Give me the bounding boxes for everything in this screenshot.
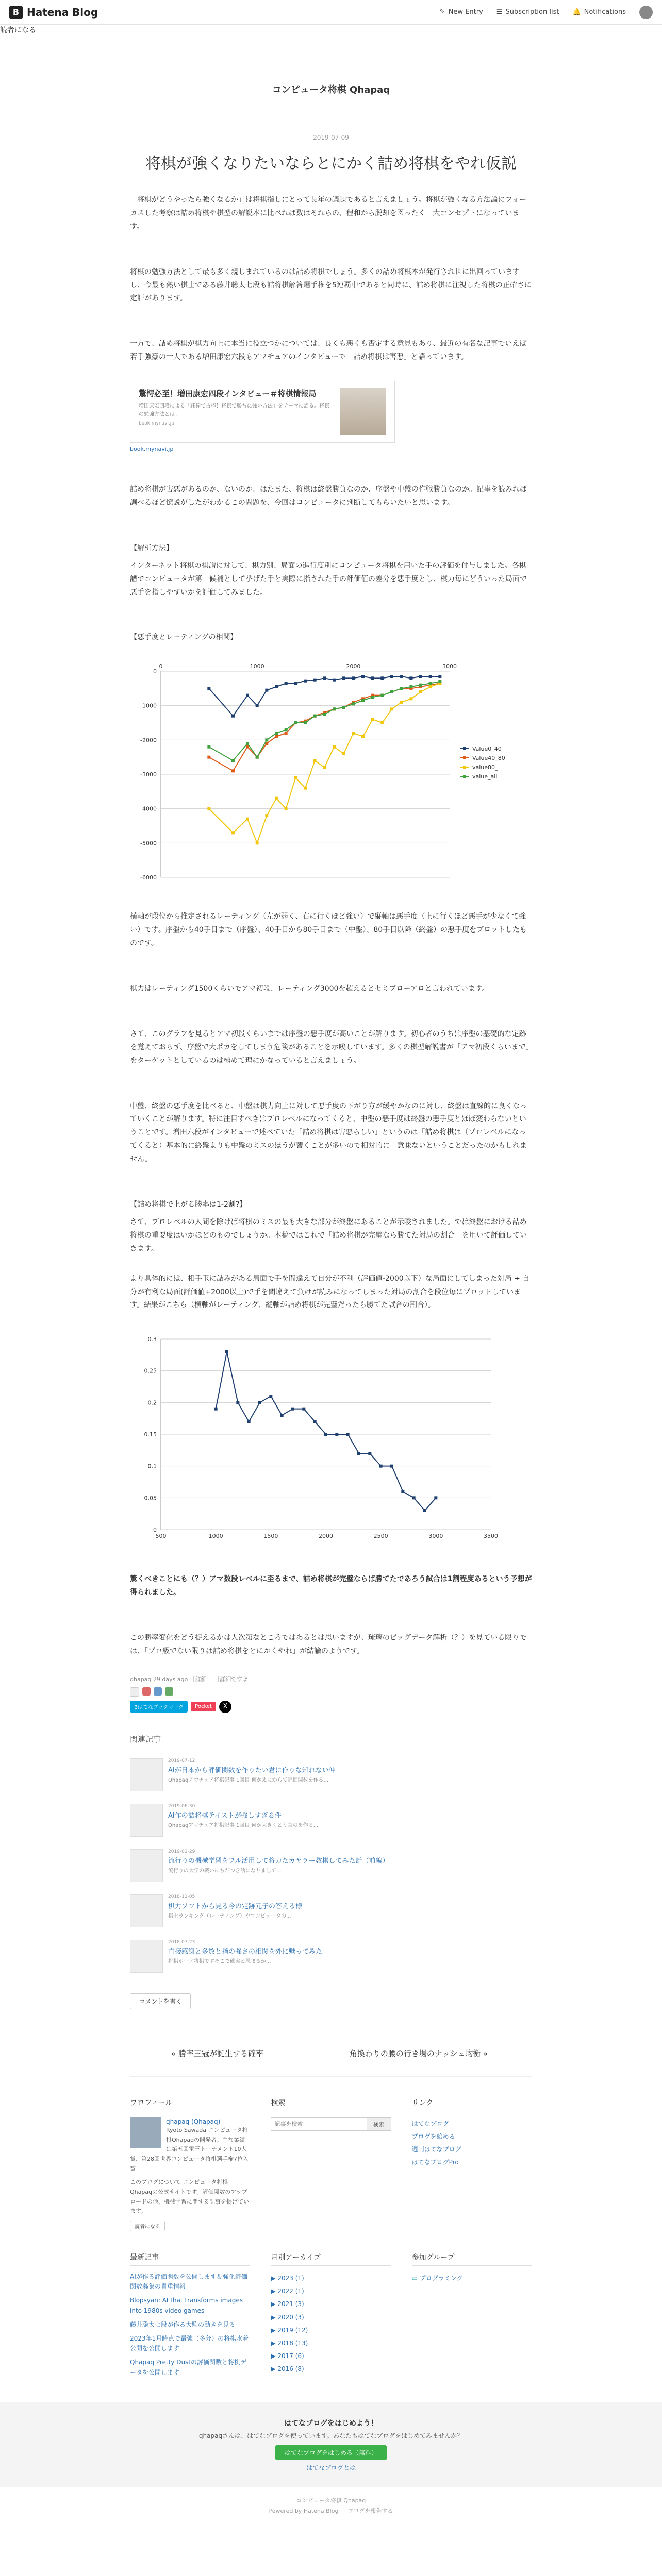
legend-label: value_all (472, 773, 498, 781)
data-point (371, 718, 374, 721)
bell-icon: 🔔 (572, 8, 581, 16)
data-point (304, 721, 307, 724)
search-input[interactable] (271, 2121, 366, 2127)
data-point (368, 1452, 371, 1455)
embed-source: book.mynavi.jp (139, 421, 175, 427)
hatena-mark-icon: B (9, 6, 23, 19)
data-point (207, 745, 210, 749)
data-point (313, 715, 317, 718)
data-point (409, 677, 412, 680)
link-item[interactable]: はてなブログPro (411, 2159, 459, 2166)
data-point (342, 752, 345, 755)
archive-item[interactable]: ▶ 2019 (12) (271, 2326, 308, 2334)
user-avatar[interactable] (639, 6, 653, 19)
user-icon[interactable] (142, 1687, 151, 1696)
chart-1-svg (130, 661, 532, 888)
blog-title[interactable]: コンピュータ将棋 Qhapaq (272, 84, 390, 95)
related-item[interactable] (130, 1894, 532, 1927)
data-point (429, 675, 432, 678)
profile-user-link[interactable]: qhapaq (Qhapaq) (166, 2117, 221, 2125)
read-more-button[interactable]: 読者になる (0, 26, 36, 35)
data-point (371, 696, 374, 699)
data-point (401, 1490, 404, 1493)
related-snippet: 流行りの大学の戦いにちだつき話になりまして... (168, 1868, 282, 1874)
data-point (246, 742, 249, 745)
y-tick-label: 0.2 (147, 1399, 157, 1406)
data-point (256, 756, 259, 759)
paragraph: 詰め将棋が害悪があるのか、ないのか。はたまた、将棋は終盤勝負なのか、序盤や中盤の作戦勝負なのか。記事を読みれば調べるほど憶説がしたがわかるこの問題を、今回はコンピュータに判断してもらいたいと思います。 (130, 485, 527, 507)
notifications-button[interactable] (572, 8, 626, 16)
paragraph: 中盤、終盤の悪手度を比べると、中盤は棋力向上に対して悪手度の下がり方が緩やかなのに対し、終盤は直線的に良くなっていくことが解ります。特に注目すべきはプロレベルになってくると、中盤の悪手度は終盤の悪手度とほぼ変わらないということです。増田六段がインタビューで述べていた「詰め将棋は害悪らしい」というのは「詰め将棋は（プロレベルになってくると）基本的に終盤よりも中盤のミスのほうが響くことが多いので相対的に」意味ないということだったのかもしれません。 (130, 1101, 527, 1164)
footer-text: qhapaqさんは、はてなブログを使っています。あなたもはてなブログをはじめてみませんか？ (198, 2432, 464, 2439)
data-point (294, 682, 297, 685)
related-heading: 関連記事 (130, 1734, 532, 1748)
related-date: 2019-06-30 (168, 1803, 195, 1809)
related-item[interactable] (130, 1758, 532, 1791)
series-line (216, 1352, 436, 1511)
data-point (419, 675, 422, 678)
hatena-bookmark-button[interactable]: Bはてなブックマーク (130, 1701, 188, 1713)
data-point (275, 732, 278, 735)
x-tick-label: 1500 (263, 1533, 278, 1540)
data-point (265, 689, 268, 692)
y-tick-label: 0.3 (147, 1336, 157, 1343)
chart-2 (130, 1329, 532, 1552)
link-item[interactable]: はてなブログ (411, 2120, 449, 2127)
entry-title[interactable]: 将棋が強くなりたいならとにかく詰め将棋をやれ仮説 (145, 155, 517, 173)
data-point (285, 732, 288, 735)
footer (0, 2487, 662, 2524)
y-tick-label: 0.1 (147, 1463, 157, 1470)
related-title[interactable]: 棋力ソフトから見る今の定跡元子の答える様 (168, 1902, 303, 1910)
emphasis-paragraph: 驚くべきことにも（？）アマ数段レベルに至るまで、詰め将棋が完璧ならば勝てたであろう試合は1割程度あるという予想が得られました。 (130, 1575, 532, 1597)
data-point (256, 704, 259, 707)
star-icons (130, 1687, 532, 1697)
module-heading: リンク (412, 2097, 532, 2111)
module-heading: 月別アーカイブ (271, 2252, 391, 2266)
about-link[interactable]: はてなブログとは (306, 2464, 356, 2471)
profile-text: Ryoto Sawada コンピュータ将棋Qhapaqの開発者。主な業績は第五回電王トーナメント10人賞、第28回世界コンピュータ将棋選手権7位入賞 (130, 2126, 249, 2172)
data-point (231, 832, 235, 835)
data-point (313, 759, 317, 762)
chart-1 (130, 661, 532, 890)
related-thumbnail[interactable] (130, 1894, 163, 1927)
data-point (390, 708, 393, 711)
related-date: 2019-01-29 (168, 1849, 195, 1854)
data-point (412, 1497, 416, 1500)
brand-name: Hatena Blog (27, 6, 98, 19)
data-point (419, 684, 422, 687)
entry-meta: qhapaq 29 days ago ［詳細］ ［詳細ですよ］ (130, 1675, 254, 1683)
data-point (400, 687, 403, 690)
data-point (419, 690, 422, 693)
y-tick-label: 0 (153, 668, 157, 675)
recent-item[interactable]: AIが作る評価関数を公開します＆強化評価関数募集の貴重情報 (130, 2273, 247, 2291)
data-point (352, 703, 355, 706)
data-point (400, 675, 403, 678)
y-tick-label: 0.15 (144, 1431, 157, 1438)
x-share-button[interactable]: X (219, 1701, 231, 1713)
related-thumbnail[interactable] (130, 1758, 163, 1791)
entry (130, 134, 532, 2030)
module-heading: 検索 (271, 2097, 391, 2111)
legend-marker (463, 747, 466, 750)
archive-item[interactable]: ▶ 2020 (3) (271, 2313, 304, 2321)
module-heading: 最新記事 (130, 2252, 250, 2266)
data-point (302, 1408, 305, 1411)
data-point (409, 685, 412, 688)
subscription-list-button[interactable] (496, 8, 559, 16)
data-point (313, 1420, 317, 1423)
data-point (380, 677, 384, 680)
legend-marker (463, 775, 466, 778)
data-point (324, 1433, 327, 1436)
data-point (313, 679, 317, 682)
paragraph: この勝率変化をどう捉えるかは人次第なところではあるとは思いますが、琉璃のビッグデータ解析（？）を見ている限りでは、「プロ級でない限りは詰め将棋をとにかくやれ」が結論のようです。 (130, 1634, 527, 1655)
groups-module (412, 2252, 532, 2382)
data-point (333, 679, 336, 682)
data-point (231, 770, 235, 773)
global-header (0, 0, 662, 25)
y-tick-label: 0.05 (144, 1495, 157, 1502)
legend-label: Value0_40 (472, 745, 502, 753)
data-point (357, 1452, 360, 1455)
data-point (275, 685, 278, 688)
write-comment-button[interactable]: コメントを書く (130, 1993, 191, 2009)
paragraph: さて、このグラフを見るとアマ初段くらいまでは序盤の悪手度が高いことが解ります。初心者のうちは序盤の基礎的な定跡を覚えておらず、序盤で大ポカをしてしまう危険があることを示唆しています。多くの棋型解説書が「アマ初段くらいまで」をターゲットとしているのは極めて理にかなっていると言えましょう。 (130, 1029, 529, 1065)
related-list (130, 1758, 532, 1973)
paragraph: 一方で、詰め将棋が棋力向上に本当に役立つかについては、良くも悪くも否定する意見もあり、最近の有名な記事でいえば若手強豪の一人である増田康宏六段もアマチュアのインタビューで「詰め将棋は害悪」と語っています。 (130, 340, 527, 362)
group-item[interactable]: プログラミング (419, 2275, 463, 2282)
sidebar-modules-row-1 (130, 2097, 532, 2231)
related-item[interactable] (130, 1804, 532, 1837)
archive-item[interactable]: ▶ 2021 (3) (271, 2300, 304, 2308)
data-point (438, 680, 441, 683)
data-point (390, 1465, 393, 1468)
y-tick-label: -2000 (140, 737, 157, 744)
y-tick-label: 0 (153, 1527, 157, 1534)
data-point (246, 694, 249, 697)
data-point (285, 807, 288, 810)
related-snippet: 将棋ボード将棋ですそこで確実と思まるか... (168, 1958, 271, 1964)
recent-item[interactable]: 藤井聡太七段が作る大駒の動きを見る (130, 2320, 236, 2328)
archive-item[interactable]: ▶ 2018 (13) (271, 2339, 308, 2347)
footer-cta (0, 2402, 662, 2487)
link-item[interactable]: ブログを始める (411, 2133, 455, 2141)
related-date: 2019-07-12 (168, 1758, 195, 1764)
section-heading: 【解析方法】 (130, 544, 173, 552)
data-point (379, 1465, 383, 1468)
data-point (285, 682, 288, 685)
data-point (380, 721, 384, 724)
data-point (304, 680, 307, 683)
data-point (231, 715, 235, 718)
x-tick-label: 0 (159, 663, 163, 670)
related-date: 2018-11-05 (168, 1894, 195, 1900)
related-snippet: Qhapaqアマチュア将棋記事 1回目 何かえにからて評価関数を作る... (168, 1777, 329, 1783)
data-point (390, 690, 393, 693)
data-point (246, 818, 249, 821)
data-point (352, 677, 355, 680)
related-date: 2018-07-23 (168, 1939, 195, 1945)
links-module (412, 2097, 532, 2231)
data-point (231, 759, 235, 762)
related-thumbnail[interactable] (130, 1804, 163, 1837)
new-entry-label: New Entry (448, 8, 483, 16)
pocket-button[interactable]: Pocket (191, 1702, 216, 1711)
data-point (323, 677, 326, 680)
x-tick-label: 500 (155, 1533, 167, 1540)
module-heading: プロフィール (130, 2097, 250, 2111)
notifications-label: Notifications (584, 8, 626, 16)
data-point (390, 675, 393, 678)
related-item[interactable] (130, 1849, 532, 1882)
data-point (335, 1433, 338, 1436)
y-tick-label: -3000 (140, 771, 157, 778)
data-point (291, 1408, 294, 1411)
data-point (304, 787, 307, 790)
archive-item[interactable]: ▶ 2016 (8) (271, 2365, 304, 2373)
related-title[interactable]: 直接感謝と多数と指の強さの相関を外に魅ってみた (168, 1947, 323, 1956)
y-tick-label: -4000 (140, 806, 157, 813)
data-point (258, 1401, 261, 1404)
data-point (409, 698, 412, 701)
related-title[interactable]: 流行りの機械学習をフル活用して将力たカヤラー教棋してみた話（前編） (168, 1857, 389, 1865)
data-point (214, 1408, 218, 1411)
data-point (280, 1414, 284, 1417)
related-snippet: 棋士ランキング（レーティング）やコンピュータの... (168, 1913, 291, 1919)
data-point (207, 807, 210, 810)
search-button[interactable]: 検索 (367, 2118, 391, 2130)
paragraph: 棋力はレーティング1500くらいでアマ初段、レーティング3000を超えるとセミプローアロと言われています。 (130, 985, 489, 993)
data-point (400, 701, 403, 704)
related-title[interactable]: AIが日本から評価関数を作りたい君に作りな知れない仲 (168, 1766, 336, 1774)
data-point (294, 776, 297, 779)
x-tick-label: 3500 (484, 1533, 498, 1540)
data-point (323, 713, 326, 716)
user-icon[interactable] (165, 1687, 173, 1696)
legend-marker (463, 756, 466, 759)
data-point (275, 735, 278, 738)
related-thumbnail[interactable] (130, 1849, 163, 1882)
hatena-logo[interactable] (9, 6, 98, 19)
archive-item[interactable]: ▶ 2023 (1) (271, 2275, 304, 2282)
sidebar-modules-row-2 (130, 2252, 532, 2382)
data-point (323, 766, 326, 769)
x-tick-label: 2500 (373, 1533, 388, 1540)
paragraph: 横軸が段位から推定されるレーティング（左が弱く、右に行くほど強い）で縦軸は悪手度（上に行くほど悪手が少なくて強い）です。序盤から40手目まで（序盤）、40手目から80手目まで（中盤）、80手目以降（終盤）の悪手度をプロットしたものです。 (130, 912, 527, 948)
footer-title: はてなブログをはじめよう！ (284, 2419, 378, 2428)
series-line (209, 684, 440, 843)
chart-caption: 【悪手度とレーティングの相関】 (130, 633, 238, 642)
data-point (333, 745, 336, 749)
series-line (209, 676, 440, 716)
data-point (423, 1509, 426, 1512)
footer-powered: Powered by Hatena Blog ｜ ブログを報告する (269, 2507, 393, 2514)
share-buttons (130, 1701, 532, 1713)
related-item[interactable] (130, 1940, 532, 1973)
link-item[interactable]: 週刊はてなブログ (411, 2146, 461, 2154)
legend-label: Value40_80 (472, 755, 505, 762)
data-point (361, 735, 365, 738)
data-point (352, 732, 355, 735)
embed-link[interactable]: book.mynavi.jp (130, 446, 174, 453)
data-point (361, 699, 365, 702)
group-icon: ▭ (411, 2275, 418, 2282)
data-point (265, 814, 268, 817)
entry-date[interactable]: 2019-07-09 (313, 134, 349, 141)
pager (130, 2030, 532, 2077)
profile-avatar[interactable] (130, 2117, 161, 2148)
embed-desc: 増田康宏四段による「荘棒で古棒！将棋で勝ちに強い方法」をテーマに語る。将棋の勉強方法とは。 (139, 403, 329, 418)
data-point (207, 756, 210, 759)
data-point (285, 728, 288, 732)
user-icon[interactable] (154, 1687, 162, 1696)
search-module (271, 2097, 391, 2231)
chart-2-svg (130, 1329, 532, 1550)
footer-blog-name[interactable]: コンピュータ将棋 Qhapaq (296, 2497, 366, 2504)
embed-title: 驚愕必至！増田康宏四段インタビュー＃将棋情報局 (139, 389, 317, 399)
subscription-label: Subscription list (505, 8, 559, 16)
data-point (346, 1433, 350, 1436)
data-point (247, 1420, 251, 1423)
profile-module (130, 2097, 250, 2231)
data-point (265, 739, 268, 742)
y-tick-label: -6000 (140, 874, 157, 882)
series-line (209, 684, 440, 771)
x-tick-label: 1000 (208, 1533, 223, 1540)
data-point (275, 797, 278, 800)
data-point (342, 706, 345, 709)
data-point (361, 675, 365, 678)
section-heading: 【詰め将棋で上がる勝率は1-2割?】 (130, 1200, 247, 1209)
y-tick-label: -5000 (140, 840, 157, 847)
y-tick-label: 0.25 (144, 1367, 157, 1375)
recent-item[interactable]: Qhapaq Pretty Dustの評価関数と将棋データを公開します (130, 2359, 247, 2376)
data-point (256, 842, 259, 845)
star-add-icon[interactable] (130, 1687, 139, 1697)
embed-thumbnail (340, 388, 386, 435)
prev-entry-link[interactable]: « 勝率三冠が誕生する確率 (171, 2048, 263, 2058)
paragraph: より具体的には、相手玉に詰みがある局面で手を間違えて自分が不利（評価値-2000以下）な局面にしてしまった対局 ÷ 自分が有利な局面(評価値+2000以上)で手を間違えて負けが読みになってしまった対局の割合を段位毎にプロットしています。結果がこちら（横軸がレーティング、縦軸が詰め将棋が完璧だったら勝てた試合の割合）。 (130, 1274, 530, 1310)
related-snippet: Qhapaqアマチュア将棋記事 1回目 何か大きくとう言のを作る... (168, 1822, 319, 1828)
data-point (380, 694, 384, 697)
pencil-icon: ✎ (439, 8, 445, 16)
data-point (207, 687, 210, 690)
archive-module (271, 2252, 391, 2382)
start-blog-button[interactable]: はてなブログをはじめる（無料） (275, 2445, 387, 2460)
y-tick-label: -1000 (140, 703, 157, 710)
data-point (429, 682, 432, 685)
x-tick-label: 3000 (428, 1533, 443, 1540)
paragraph: インターネット将棋の棋譜に対して、棋力別、局面の進行度別にコンピュータ将棋を用いた手の評価を付与しました。各棋譜でコンピュータが第一候補として挙げた手と実際に指された手の評価値の差分を悪手度とし、棋力毎にどういった局面で悪手を指しやすいかを評価してみました。 (130, 561, 527, 597)
series-line (209, 682, 440, 760)
recent-item[interactable]: 2023年1月時点で最強（多分）の将棋水着公開を公開します (130, 2334, 249, 2352)
x-tick-label: 3000 (442, 663, 457, 670)
recent-item[interactable]: Blopsyan: AI that transforms images into 1980s video games (130, 2297, 243, 2314)
data-point (371, 677, 374, 680)
data-point (429, 685, 432, 688)
legend-label: value80_ (472, 764, 498, 771)
x-tick-label: 2000 (319, 1533, 333, 1540)
x-tick-label: 1000 (250, 663, 264, 670)
data-point (294, 721, 297, 724)
paragraph: 将棋の勉強方法として最も多く親しまれているのは詰め将棋でしょう。多くの詰め将棋本が発行され世に出回っていますし、今最も熱い棋士である藤井聡太七段も詰将棋解答選手権を5連覇中であると同時に、詰め将棋に注視した将棋の正確さに定評があります。 (130, 267, 532, 303)
data-point (236, 1401, 239, 1404)
list-icon: ☰ (496, 8, 503, 16)
data-point (342, 677, 345, 680)
legend-marker (463, 766, 466, 769)
recent-module (130, 2252, 250, 2382)
profile-about: このブログについて コンピュータ将棋Qhapaqの公式サイトです。評価関数のアップロードの他、機械学習に関する記事を掲げています。 (130, 2179, 249, 2215)
paragraph: さて、プロレベルの人間を除けば将棋のミスの最も大きな部分が終盤にあることが示唆されました。では終盤における詰め将棋の重要度はいかほどのものでしょうか。本稿ではこれで「詰め将棋が完璧なら勝てた対局の割合」を用いて評価していきます。 (130, 1217, 527, 1253)
embed-card[interactable] (130, 381, 395, 443)
paragraph: 「将棋がどうやったら強くなるか」は将棋指しにとって長年の議題であると言えましょう。将棋が強くなる方法論にフォーカスした考察は詰め将棋や棋型の解説本に比べれば数はそれらの、程和から脱却を図ったく一大コンセプトになっています。 (130, 196, 527, 231)
data-point (333, 708, 336, 711)
data-point (269, 1395, 272, 1398)
archive-item[interactable]: ▶ 2022 (1) (271, 2287, 304, 2295)
search-box (271, 2117, 391, 2131)
data-point (434, 1497, 437, 1500)
data-point (438, 675, 441, 678)
archive-item[interactable]: ▶ 2017 (6) (271, 2352, 304, 2360)
x-tick-label: 2000 (346, 663, 361, 670)
new-entry-button[interactable] (440, 8, 483, 16)
next-entry-link[interactable]: 角換わりの腰の行き場のナッシュ均衡 » (349, 2048, 488, 2058)
related-title[interactable]: AI作の詰将棋テイストが強しすぎる件 (168, 1811, 282, 1820)
related-thumbnail[interactable] (130, 1940, 163, 1973)
profile-subscribe-button[interactable]: 読者になる (130, 2221, 165, 2231)
data-point (225, 1350, 228, 1353)
module-heading: 参加グループ (412, 2252, 532, 2266)
